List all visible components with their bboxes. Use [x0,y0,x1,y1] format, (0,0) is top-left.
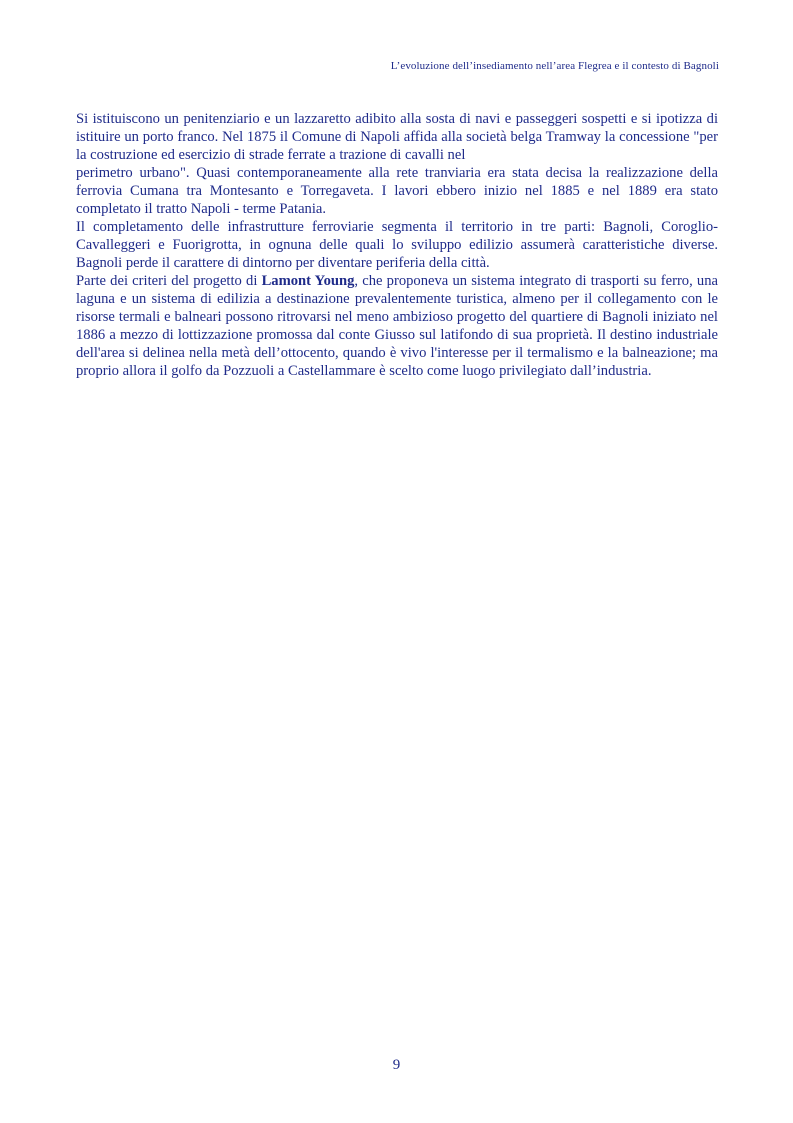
paragraph-1-continued: perimetro urbano". Quasi contemporaneamente alla rete tranviaria era stata decisa la realizzazione della ferrovia Cumana tra Montesanto e Torregaveta. I lavori ebbero inizio nel 1885 e nel 1889 era stato completato il tratto Napoli - terme Patania. [76,165,718,217]
paragraph-3-rest: , che proponeva un sistema integrato di trasporti su ferro, una laguna e un sistema di edilizia a destinazione prevalentemente turistica, almeno per il collegamento con le risorse termali e balneari possono ritrovarsi nel meno ambizioso progetto del quartiere di Bagnoli iniziato nel 1886 a mezzo di lottizzazione promossa dal conte Giusso sul latifondo di sua proprietà. Il destino industriale dell'area si delinea nella metà dell’ottocento, quando è vivo l'interesse per il termalismo e la balneazione; ma proprio allora il golfo da Pozzuoli a Castellammare è scelto come luogo privilegiato dall’industria. [76,273,718,379]
body-text [76,110,718,380]
paragraph-3 [76,272,718,380]
running-header: L’evoluzione dell’insediamento nell’area Flegrea e il contesto di Bagnoli [390,60,719,72]
paragraph-1: Si istituiscono un penitenziario e un lazzaretto adibito alla sosta di navi e passeggeri sospetti e si ipotizza di istituire un porto franco. Nel 1875 il Comune di Napoli affida alla società belga Tramway la concessione "per la costruzione ed esercizio di strade ferrate a trazione di cavalli nel [76,111,718,163]
paragraph-3-intro: Parte dei criteri del progetto di [76,273,262,289]
lamont-young-name: Lamont Young [261,273,355,289]
page-number: 9 [392,1057,401,1073]
paragraph-2: Il completamento delle infrastrutture ferroviarie segmenta il territorio in tre parti: Bagnoli, Coroglio-Cavalleggeri e Fuorigrotta, in ognuna delle quali lo sviluppo edilizio assumerà caratteristiche diverse. Bagnoli perde il carattere di dintorno per diventare periferia della città. [76,219,718,271]
